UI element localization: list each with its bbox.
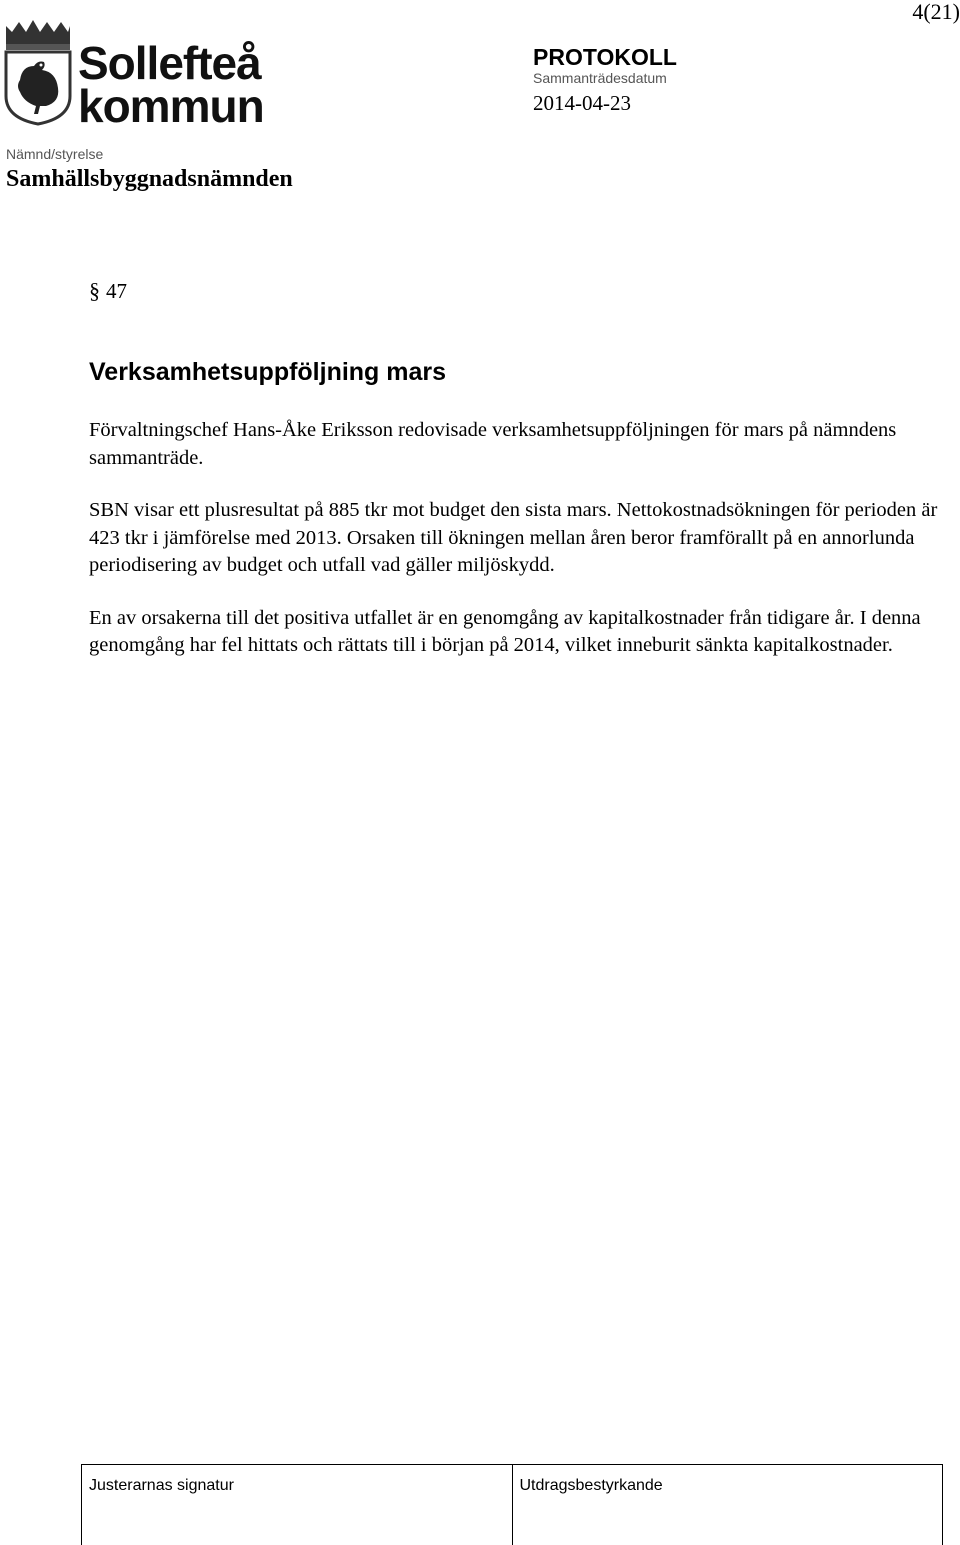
signature-cell [82,1465,512,1545]
coat-of-arms-icon [0,14,76,126]
certification-label: Utdragsbestyrkande [519,1477,663,1494]
municipality-logo [0,14,290,132]
protocol-header [533,44,677,117]
section-number-value: 47 [106,279,127,303]
section-title: Verksamhetsuppföljning mars [89,358,447,386]
section-sign: § [89,278,100,303]
meeting-date: 2014-04-23 [533,91,631,115]
logo-wordmark [78,37,264,132]
document-type: PROTOKOLL [533,44,677,70]
logo-text-line1: Sollefteå [78,37,261,89]
signature-label: Justerarnas signatur [89,1477,234,1494]
document-body [89,417,955,685]
paragraph: SBN visar ett plusresultat på 885 tkr mot budget den sista mars. Nettokostnadsökningen för perioden är 423 tkr i jämförelse med 2013. Orsaken till ökningen mellan åren beror framförallt på en annorlunda periodisering av budget och utfall vad gäller miljöskydd. [89,499,938,576]
board-label: Nämnd/styrelse [6,146,104,162]
board-info [6,146,293,194]
board-name: Samhällsbyggnadsnämnden [6,166,293,192]
logo-text-line2: kommun [78,80,264,132]
section-number [89,278,127,304]
paragraph: Förvaltningschef Hans-Åke Eriksson redovisade verksamhetsuppföljningen för mars på nämndens sammanträde. [89,419,897,469]
certification-cell [512,1465,943,1545]
paragraph: En av orsakerna till det positiva utfallet är en genomgång av kapitalkostnader från tidigare år. I denna genomgång har fel hittats och rättats till i början på 2014, vilket inneburit sänkta kapitalkostnader. [89,606,921,656]
date-label: Sammanträdesdatum [533,70,667,86]
page-number: 4(21) [912,0,960,24]
signature-table [81,1464,943,1545]
